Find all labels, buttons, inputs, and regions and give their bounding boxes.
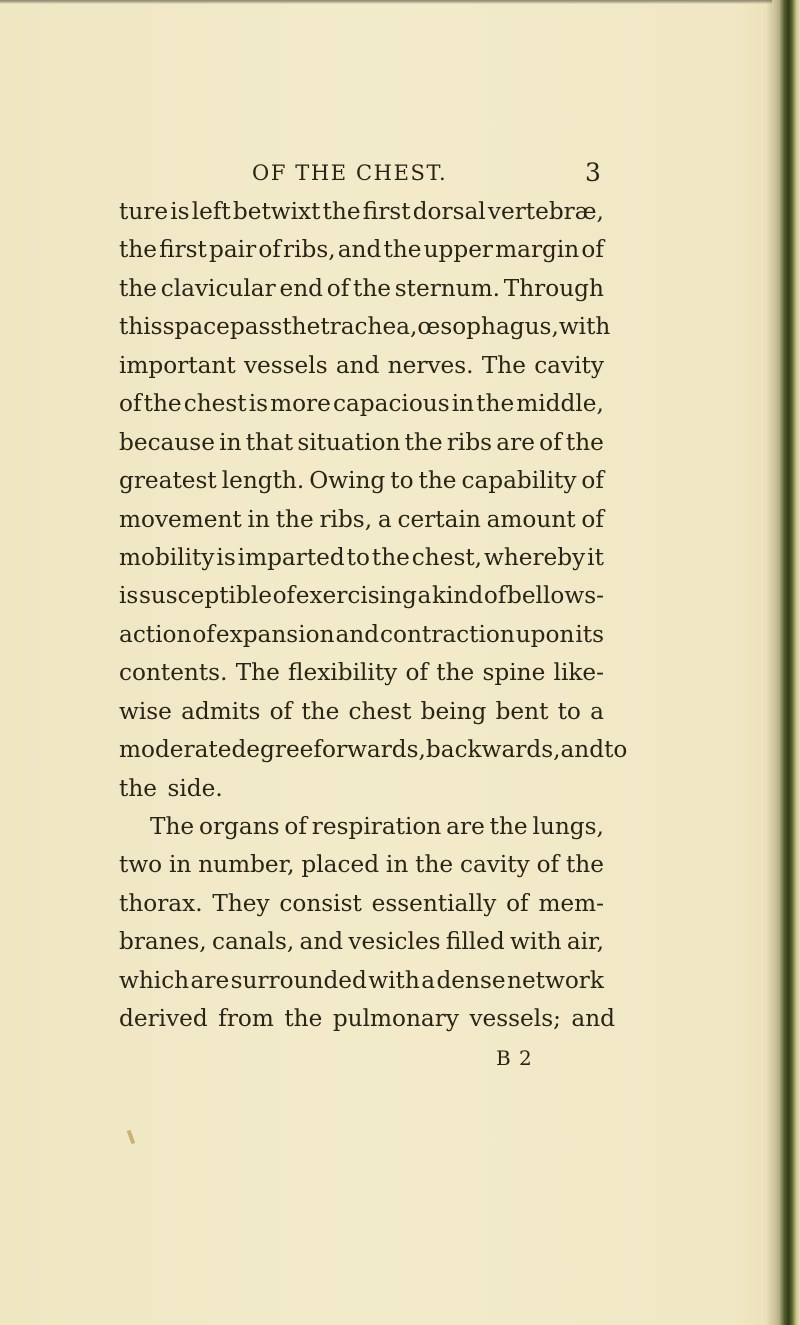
word: vessels (243, 351, 328, 379)
text-line (119, 462, 604, 500)
word: to (346, 543, 370, 571)
page-header (0, 158, 800, 191)
text-line (119, 539, 604, 577)
word: with (510, 928, 562, 956)
word: They (212, 889, 270, 917)
word: because (119, 428, 215, 456)
word: susceptible (138, 582, 272, 610)
word: amount (486, 505, 576, 533)
word: important (119, 351, 236, 379)
word: is (248, 390, 269, 418)
word: it (587, 543, 604, 571)
book-binding-edge (772, 0, 800, 1325)
word: wise (119, 697, 172, 725)
word: network (507, 966, 604, 994)
word: the (436, 659, 475, 687)
word: organs (198, 813, 280, 840)
word: are (496, 428, 535, 456)
word: and (571, 1005, 616, 1033)
word: upon (515, 620, 575, 648)
word: to (557, 697, 581, 725)
text-line (119, 347, 604, 385)
word: upper (423, 236, 494, 264)
text-line (119, 424, 604, 462)
word: The (481, 351, 526, 379)
word: in (169, 851, 192, 879)
word: admits (181, 697, 261, 725)
word: the (119, 274, 157, 302)
word: like- (553, 659, 604, 687)
word: the (143, 390, 182, 418)
word: and (335, 620, 380, 648)
word: vesicles (348, 928, 441, 956)
word: left (191, 198, 231, 225)
text-line (119, 501, 604, 539)
word: first (362, 198, 411, 225)
text-line (119, 885, 604, 923)
word: lungs, (532, 813, 604, 840)
word: vertebræ, (487, 198, 604, 225)
word: of (581, 467, 604, 495)
word: end (279, 274, 323, 302)
word: and (337, 236, 382, 264)
word: the (404, 428, 443, 456)
word: the (119, 774, 157, 802)
word: and (560, 736, 605, 764)
word: ribs, (319, 505, 373, 533)
word: of (272, 582, 296, 610)
word: which (119, 966, 190, 994)
text-line (119, 923, 604, 961)
word: is (216, 543, 236, 571)
word: canals, (211, 928, 295, 956)
page-number: 3 (585, 158, 601, 187)
word: The (150, 813, 195, 840)
word: being (420, 697, 487, 725)
word: in (219, 428, 242, 456)
word: the (301, 697, 340, 725)
word: derived (119, 1005, 208, 1033)
text-line (119, 962, 604, 1000)
word: its (575, 620, 604, 648)
word: flexibility (288, 659, 398, 687)
word: exercising (295, 582, 417, 610)
word: and (299, 928, 344, 956)
word: dorsal (412, 198, 486, 225)
word: the (418, 467, 457, 495)
word: contents. (119, 659, 228, 687)
word: respiration (311, 813, 442, 840)
word: of (536, 851, 560, 879)
word: in (451, 390, 475, 418)
word: to (390, 467, 414, 495)
word: pair (209, 236, 257, 264)
page-top-edge (0, 0, 780, 4)
word: moderate (119, 736, 232, 764)
word: cavity (459, 851, 530, 879)
word: degree (231, 736, 314, 764)
word: action (119, 620, 192, 648)
word: certain (397, 505, 481, 533)
word: side. (167, 774, 223, 802)
text-line (119, 231, 604, 269)
word: expansion (215, 620, 335, 648)
word: and (335, 351, 380, 379)
word: surrounded (230, 966, 367, 994)
word: trachea, (320, 313, 418, 341)
word: with (368, 966, 420, 994)
word: contraction (380, 620, 515, 648)
word: the (119, 236, 157, 264)
word: dense (436, 966, 506, 994)
word: of (581, 236, 604, 264)
text-line (119, 1000, 616, 1038)
word: this (119, 313, 163, 341)
text-line (119, 770, 604, 808)
word: of (192, 620, 215, 648)
word: filled (445, 928, 505, 956)
text-line (119, 654, 604, 692)
word: of (269, 697, 293, 725)
word: ribs, (282, 236, 336, 264)
word: backwards, (425, 736, 561, 764)
text-line (119, 193, 604, 231)
word: are (190, 966, 230, 994)
word: to (604, 736, 628, 764)
word: capability (461, 467, 577, 495)
word: The (235, 659, 280, 687)
word: bent (495, 697, 549, 725)
word: in (385, 851, 409, 879)
word: consist (279, 889, 362, 917)
text-line (119, 577, 604, 615)
word: space (162, 313, 230, 341)
word: the (284, 1005, 323, 1033)
word: pass (229, 313, 283, 341)
word: with (558, 313, 611, 341)
word: middle, (516, 390, 604, 418)
body-text (119, 193, 628, 1039)
word: first (159, 236, 207, 264)
word: margin (495, 236, 580, 264)
word: a (377, 505, 392, 533)
word: the (415, 851, 454, 879)
text-line (119, 308, 611, 346)
word: of (405, 659, 429, 687)
word: of (119, 390, 142, 418)
text-line (119, 616, 604, 654)
word: a (590, 697, 604, 725)
word: spine (482, 659, 546, 687)
word: mobility (119, 543, 215, 571)
word: the (565, 428, 604, 456)
text-line (119, 385, 604, 423)
word: the (565, 851, 604, 879)
word: imparted (237, 543, 345, 571)
word: the (476, 390, 515, 418)
word: clavicular (160, 274, 276, 302)
word: two (119, 851, 163, 879)
word: of (284, 813, 307, 840)
word: length. (221, 467, 305, 495)
word: the (322, 198, 361, 225)
word: nerves. (387, 351, 474, 379)
word: of (539, 428, 562, 456)
word: chest (183, 390, 247, 418)
word: œsophagus, (417, 313, 559, 341)
word: from (218, 1005, 274, 1033)
word: sternum. (394, 274, 501, 302)
word: cavity (534, 351, 604, 379)
word: in (247, 505, 270, 533)
word: movement (119, 505, 242, 533)
word: the (353, 274, 392, 302)
word: pulmonary (332, 1005, 459, 1033)
word: is (170, 198, 190, 225)
text-line (119, 270, 604, 308)
word: Through (503, 274, 604, 302)
word: mem- (538, 889, 604, 917)
text-line (119, 693, 604, 731)
word: Owing (309, 467, 386, 495)
word: vessels; (469, 1005, 561, 1033)
word: of (258, 236, 281, 264)
text-line (119, 808, 604, 846)
word: the (489, 813, 528, 840)
word: the (371, 543, 410, 571)
word: capacious (332, 390, 450, 418)
signature-mark: B 2 (496, 1046, 533, 1070)
word: of (483, 582, 507, 610)
word: a (421, 966, 436, 994)
word: kind (431, 582, 484, 610)
word: ribs (446, 428, 493, 456)
word: forwards, (313, 736, 426, 764)
word: the (275, 505, 314, 533)
word: the (282, 313, 321, 341)
word: number, (198, 851, 295, 879)
word: placed (301, 851, 380, 879)
word: of (326, 274, 350, 302)
word: the (383, 236, 422, 264)
paper-speck (127, 1130, 136, 1145)
word: air, (566, 928, 604, 956)
text-line (119, 846, 604, 884)
word: ture (119, 198, 169, 225)
word: chest, (411, 543, 483, 571)
word: chest (348, 697, 412, 725)
word: branes, (119, 928, 207, 956)
word: whereby (483, 543, 586, 571)
word: situation (297, 428, 401, 456)
word: of (506, 889, 529, 917)
running-head: OF THE CHEST. (252, 161, 448, 185)
word: more (270, 390, 331, 418)
word: greatest (119, 467, 217, 495)
word: is (119, 582, 139, 610)
text-line (119, 731, 628, 769)
word: essentially (371, 889, 497, 917)
word: are (446, 813, 485, 840)
word: a (417, 582, 432, 610)
word: thorax. (119, 889, 203, 917)
word: bellows- (506, 582, 604, 610)
word: of (581, 505, 604, 533)
word: that (245, 428, 294, 456)
word: betwixt (232, 198, 321, 225)
